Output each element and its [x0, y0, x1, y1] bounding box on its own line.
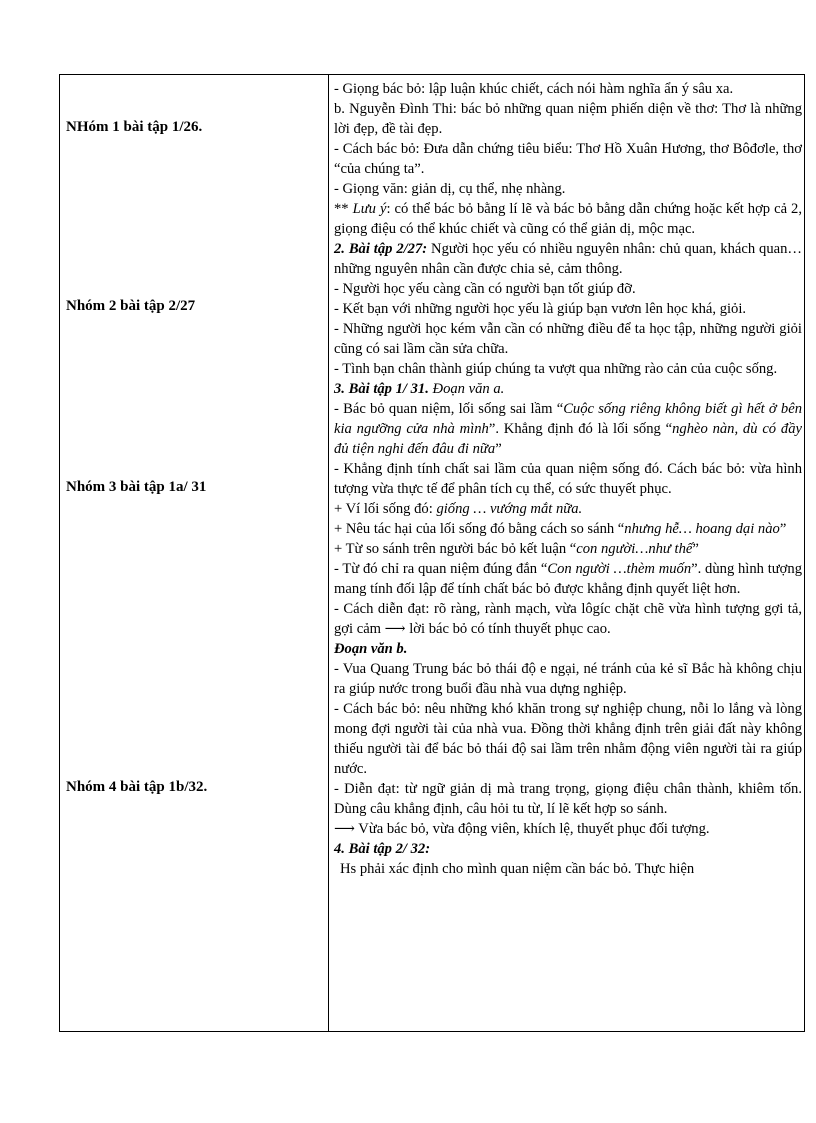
content-table [59, 74, 805, 1032]
group-label-3: Nhóm 3 bài tập 1a/ 31 [66, 479, 207, 495]
paragraph [334, 499, 802, 519]
paragraph [334, 519, 802, 539]
note-text: : có thể bác bỏ bằng lí lẽ và bác bỏ bằng dẫn chứng hoặc kết hợp cả 2, giọng điệu có thể khúc chiết và cũng có thể giản dị, mộc mạc. [334, 201, 802, 237]
paragraph: Hs phải xác định cho mình quan niệm cần bác bỏ. Thực hiện [340, 861, 695, 877]
paragraph: b. Nguyễn Đình Thi: bác bỏ những quan niệm phiến diện về thơ: Thơ là những lời đẹp, đề tài đẹp. [334, 101, 802, 137]
note-marker: ** [334, 201, 353, 217]
paragraph [334, 559, 802, 599]
group-label-4: Nhóm 4 bài tập 1b/32. [66, 779, 208, 795]
text-run: ”. Khẳng định đó là lối sống “ [488, 421, 673, 437]
exercise-2-paragraph [334, 239, 802, 279]
paragraph: - Tình bạn chân thành giúp chúng ta vượt qua những rào cản của cuộc sống. [334, 361, 778, 377]
paragraph: - Giọng bác bỏ: lập luận khúc chiết, cách nói hàm nghĩa ẩn ý sâu xa. [334, 81, 734, 97]
subheading-b: Đoạn văn b. [334, 641, 408, 657]
text-run: + Ví lối sống đó: [334, 501, 437, 517]
column-divider [328, 75, 329, 1031]
quote: Con người …thèm muốn [547, 561, 692, 577]
text-run: ” [779, 521, 787, 537]
paragraph: - Giọng văn: giản dị, cụ thể, nhẹ nhàng. [334, 181, 566, 197]
group-label-2: Nhóm 2 bài tập 2/27 [66, 298, 196, 314]
quote: nhưng hễ… hoang dại nào [624, 521, 780, 537]
text-run: ” [692, 541, 699, 557]
paragraph [334, 539, 802, 559]
text-run: ”. dùng hình tượng mang tính đối lập để tính chất bác bỏ được khẳng định quyết liệt hơn. [334, 561, 802, 597]
text-run: - Bác bỏ quan niệm, lối sống sai lầm “ [334, 401, 564, 417]
text-run: + Nêu tác hại của lối sống đó bằng cách so sánh “ [334, 521, 625, 537]
paragraph: - Người học yếu càng cần có người bạn tốt giúp đỡ. [334, 281, 636, 297]
quote: nghèo nàn, dù có đầy đủ tiện nghi đến đâu đi nữa [334, 421, 802, 457]
exercise-3-paragraph [334, 379, 802, 399]
exercise-3-subheading: Đoạn văn a. [428, 381, 505, 397]
exercise-2-text: Người học yếu có nhiều nguyên nhân: chủ quan, khách quan… những nguyên nhân cần được chia sẻ, cảm thông. [334, 241, 802, 277]
answer-column [334, 79, 802, 879]
note-label: Lưu ý [352, 201, 387, 217]
exercise-2-heading: 2. Bài tập 2/27: [334, 241, 428, 257]
paragraph: - Cách bác bỏ: nêu những khó khăn trong sự nghiệp chung, nỗi lo lắng và lòng mong đợi người tài của nhà vua. Đồng thời khẳng định trên giải đất này không thiếu người tài để bác bỏ thái độ sai lầm trên nhằm động viên người tài ra giúp nước. [334, 701, 802, 777]
group-label-1: NHóm 1 bài tập 1/26. [66, 119, 203, 135]
text-run: + Từ so sánh trên người bác bỏ kết luận “ [334, 541, 577, 557]
exercise-3-heading: 3. Bài tập 1/ 31. [334, 381, 429, 397]
group-column [60, 75, 328, 1031]
paragraph: - Diễn đạt: từ ngữ giản dị mà trang trọng, giọng điệu chân thành, khiêm tốn. Dùng câu khẳng định, câu hỏi tu từ, lí lẽ kết hợp so sánh. [334, 781, 802, 817]
paragraph: - Kết bạn với những người học yếu là giúp bạn vươn lên học khá, giỏi. [334, 301, 747, 317]
paragraph: - Khẳng định tính chất sai lầm của quan niệm sống đó. Cách bác bỏ: vừa hình tượng vừa thực tế để phân tích cụ thể, có sức thuyết phục. [334, 461, 802, 497]
quote: con người…như thế [576, 541, 693, 557]
note-paragraph [334, 199, 802, 239]
quote: giống … vướng mắt nữa. [436, 501, 583, 517]
paragraph: - Những người học kém vẫn cần có những điều để ta học tập, những người giỏi cũng có sai lầm cần sửa chữa. [334, 321, 802, 357]
quote: Cuộc sống riêng không biết gì hết ở bên kia ngưỡng cửa nhà mình [334, 401, 802, 437]
paragraph: ⟶ Vừa bác bỏ, vừa động viên, khích lệ, thuyết phục đối tượng. [334, 821, 710, 837]
paragraph: - Cách bác bỏ: Đưa dẫn chứng tiêu biểu: Thơ Hồ Xuân Hương, thơ Bôđơle, thơ “của chúng ta”. [334, 141, 802, 177]
text-run: ” [495, 441, 502, 457]
paragraph [334, 399, 802, 459]
paragraph: - Vua Quang Trung bác bỏ thái độ e ngại, né tránh của kẻ sĩ Bắc hà không chịu ra giúp nước trong buổi đầu nhà vua dựng nghiệp. [334, 661, 802, 697]
paragraph: - Cách diễn đạt: rõ ràng, rành mạch, vừa lôgíc chặt chẽ vừa hình tượng gợi tả, gợi cảm ⟶ lời bác bỏ có tính thuyết phục cao. [334, 601, 802, 637]
text-run: - Từ đó chỉ ra quan niệm đúng đắn “ [334, 561, 548, 577]
exercise-4-heading: 4. Bài tập 2/ 32: [334, 841, 431, 857]
